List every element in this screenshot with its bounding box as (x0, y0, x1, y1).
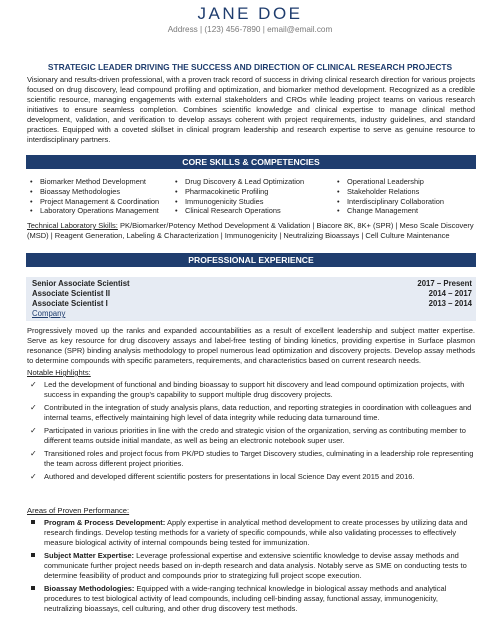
job-dates: 2014 – 2017 (428, 289, 472, 298)
check-icon: ✓ (30, 380, 37, 389)
check-icon: ✓ (30, 426, 37, 435)
skill-item: • Bioassay Methodologies (30, 187, 159, 197)
area-item (30, 584, 476, 614)
skills-column-2 (175, 177, 304, 216)
job-title: Associate Scientist II (32, 289, 110, 298)
skill-item: • Immunogenicity Studies (175, 197, 304, 207)
summary-paragraph: Visionary and results-driven professional, with a proven track record of success in driving clinical research direction for various projects focused on drug discovery, lead compound profiling and optimization, and biomarker method development. Recognized as a credible scientific resource, managing engagements with external stakeholders and CROs while leading project teams on various research initiatives to ensure seamless completion. Combines scientific knowledge and clinical expertise to manage clinical method development, validation, and verification to develop assays coherent with project requirements, industry guidelines, and standard practices. Equipped with a coveted skillset in clinical program leadership and research expertise to serve as genuine resource to interdisciplinary partners. (27, 75, 475, 144)
skill-item: • Interdisciplinary Collaboration (337, 197, 444, 207)
skill-item: • Drug Discovery & Lead Optimization (175, 177, 304, 187)
area-item (30, 518, 476, 548)
job-dates: 2013 – 2014 (428, 299, 472, 308)
area-title: Bioassay Methodologies: (44, 584, 135, 593)
highlight-item (30, 403, 476, 423)
highlight-text: Led the development of functional and binding bioassay to support hit discovery and lead compound optimization projects, with success in expanding the group's capability to support multiple drug discovery projects. (44, 380, 465, 399)
square-bullet-icon (31, 520, 35, 524)
experience-intro: Progressively moved up the ranks and expanded accountabilities as a result of excellent leadership and subject matter expertise. Serve as key resource for drug discovery assays and label-free testing of binding kinetics, providing expertise in Surface plasmon resonance (SPR) binding analysis methodology to propel numerous lead optimization and discovery projects. Develop assay methods to determine compounds with specific parameters, requirements, and characteristics based on current research needs. (27, 326, 475, 365)
square-bullet-icon (31, 553, 35, 557)
job-row (32, 279, 472, 288)
highlight-item (30, 472, 476, 482)
check-icon: ✓ (30, 403, 37, 412)
technical-skills-text: PK/Biomarker/Potency Method Development & Validation | Biacore 8K, 8K+ (SPR) | Meso Scale Discovery (MSD) | Reagent Generation, Labeling & Characterization | Immunogenicity | Neutralizing Bioassays | Cell Culture Maintenance (27, 221, 474, 240)
core-skills-heading: CORE SKILLS & COMPETENCIES (26, 155, 476, 169)
skill-item: • Pharmacokinetic Profiling (175, 187, 304, 197)
skill-item: • Clinical Research Operations (175, 206, 304, 216)
job-row (32, 289, 472, 298)
headline: STRATEGIC LEADER DRIVING THE SUCCESS AND DIRECTION OF CLINICAL RESEARCH PROJECTS (47, 62, 453, 72)
areas-label: Areas of Proven Performance: (27, 506, 130, 515)
skills-column-1 (30, 177, 159, 216)
job-row (32, 299, 472, 308)
highlights-list (30, 380, 476, 485)
area-title: Subject Matter Expertise: (44, 551, 135, 560)
highlight-item (30, 449, 476, 469)
notable-highlights-label: Notable Highlights: (27, 368, 91, 377)
technical-skills (27, 221, 477, 241)
experience-heading: PROFESSIONAL EXPERIENCE (26, 253, 476, 267)
skills-column-3 (337, 177, 444, 216)
square-bullet-icon (31, 586, 35, 590)
area-text: Equipped with a wide-ranging technical knowledge in biological assay methods and analytical procedures to test biological activity of lead compounds, including cell-binding assay, functional assay, immunogenicity, neutralizing bioassays, cell culturing, and other drug discovery test methods. (44, 584, 447, 613)
skill-item: • Project Management & Coordination (30, 197, 159, 207)
skill-item: • Change Management (337, 206, 444, 216)
highlight-text: Participated in various priorities in line with the credo and strategic vision of the organization, serving as contributing member to different teams outside initial mandate, as well as being an electronic notebook super user. (44, 426, 466, 445)
area-item (30, 551, 476, 581)
area-text: Apply expertise in analytical method development to create processes by utilizing data and research findings. Develop testing methods for a variety of specific compounds, while also validating processes to effectively measure biological activity of internal compounds being tested for immunization. (44, 518, 468, 547)
job-title: Associate Scientist I (32, 299, 108, 308)
job-dates: 2017 – Present (417, 279, 472, 288)
check-icon: ✓ (30, 449, 37, 458)
areas-list (30, 518, 476, 617)
job-titles-band (26, 277, 476, 321)
candidate-name: JANE DOE (197, 4, 303, 23)
skill-item: • Laboratory Operations Management (30, 206, 159, 216)
highlight-item (30, 380, 476, 400)
highlight-item (30, 426, 476, 446)
area-title: Program & Process Development: (44, 518, 166, 527)
check-icon: ✓ (30, 472, 37, 481)
contact-line: Address | (123) 456-7890 | email@email.com (167, 25, 333, 34)
skill-item: • Stakeholder Relations (337, 187, 444, 197)
skill-item: • Operational Leadership (337, 177, 444, 187)
company-name: Company (32, 309, 66, 318)
job-title: Senior Associate Scientist (32, 279, 130, 288)
highlight-text: Contributed in the integration of study analysis plans, data reduction, and reporting strategies in coordination with colleagues and internal teams, effectively maintaining high level of data integrity while reducing data turnaround time. (44, 403, 472, 422)
area-text: Leverage professional expertise and extensive scientific knowledge to devise assay methods and communicate further project needs based on in-depth research and data analysis. Notably serve as SME on conducting tests to determine feasibility of product and compounds prior to strategizing full project scope execution. (44, 551, 467, 580)
skill-item: • Biomarker Method Development (30, 177, 159, 187)
technical-skills-label: Technical Laboratory Skills: (27, 221, 118, 230)
highlight-text: Authored and developed different scientific posters for presentations in local Science Day event 2015 and 2016. (44, 472, 415, 481)
highlight-text: Transitioned roles and project focus from PK/PD studies to Target Discovery studies, culminating in a leadership role representing the team across different project priorities. (44, 449, 474, 468)
